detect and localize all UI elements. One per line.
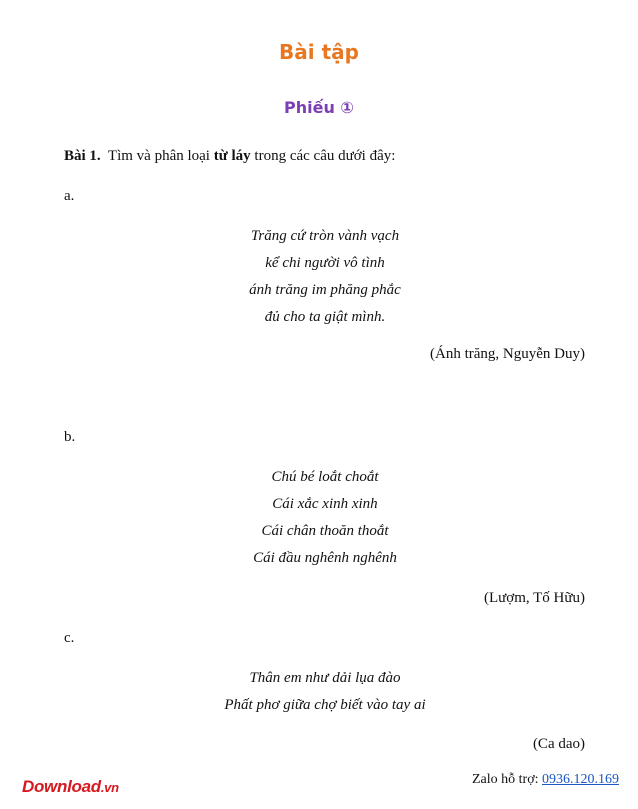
exercise-text-before: Tìm và phân loại: [107, 148, 210, 164]
poem-line: Phất phơ giữa chợ biết vào tay ai: [224, 697, 426, 713]
poem-line: Thân em như dải lụa đào: [249, 670, 401, 686]
exercise-prompt: [64, 148, 395, 165]
zalo-phone-link[interactable]: 0936.120.169: [542, 772, 619, 787]
worksheet-subtitle: Phiếu ①: [284, 98, 354, 117]
poem-line: Cái xắc xinh xinh: [272, 496, 378, 512]
poem-line: ánh trăng im phăng phắc: [249, 282, 401, 298]
poem-a: [0, 223, 638, 331]
page-title: Bài tập: [279, 40, 359, 64]
poem-line: Chú bé loắt choắt: [271, 469, 379, 485]
part-label-b: b.: [64, 429, 76, 445]
part-label-a: a.: [64, 188, 75, 204]
exercise-bold-term: từ láy: [213, 148, 251, 164]
source-c: (Ca dao): [532, 736, 585, 752]
logo-main: Download: [22, 777, 101, 796]
poem-line: Trăng cứ tròn vành vạch: [250, 228, 400, 244]
logo-suffix: .vn: [100, 780, 119, 795]
download-vn-logo[interactable]: [22, 777, 119, 797]
poem-c: [0, 665, 638, 719]
poem-line: kể chi người vô tình: [265, 255, 385, 271]
exercise-text-after: trong các câu dưới đây:: [254, 148, 396, 164]
zalo-support: [472, 772, 619, 788]
source-b: (Lượm, Tố Hữu): [484, 590, 585, 606]
poem-line: Cái chân thoăn thoắt: [261, 523, 389, 539]
part-label-c: c.: [64, 630, 75, 646]
exercise-number: Bài 1.: [64, 148, 101, 164]
poem-line: Cái đầu nghênh nghênh: [253, 550, 397, 566]
source-a: (Ánh trăng, Nguyễn Duy): [430, 346, 585, 362]
poem-b: [0, 464, 638, 572]
zalo-label: Zalo hỗ trợ:: [472, 772, 539, 787]
poem-line: đủ cho ta giật mình.: [264, 309, 386, 325]
